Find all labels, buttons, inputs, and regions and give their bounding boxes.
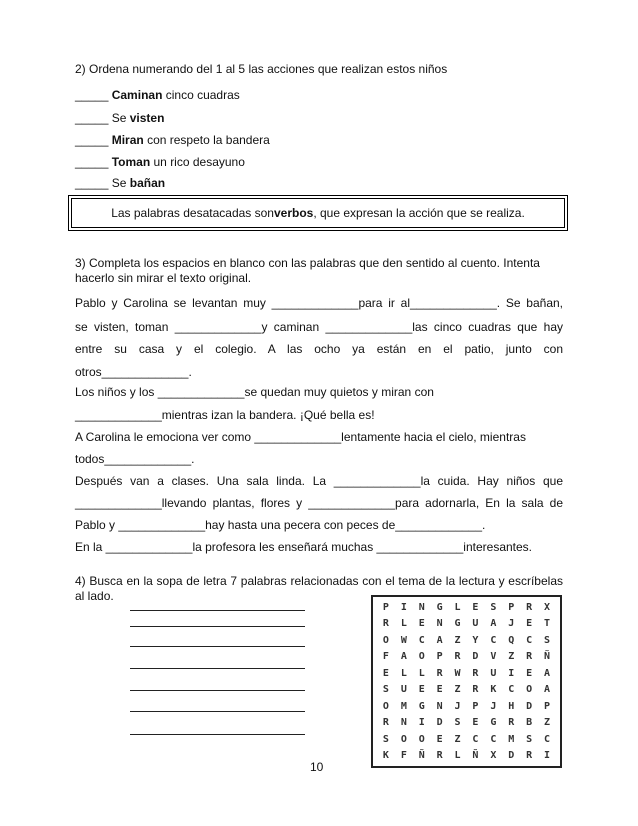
grid-letter[interactable]: L xyxy=(400,667,407,679)
grid-letter[interactable]: S xyxy=(490,601,497,613)
grid-letter[interactable]: A xyxy=(436,634,443,646)
grid-letter[interactable]: Y xyxy=(472,634,479,646)
grid-letter[interactable]: R xyxy=(508,717,515,729)
grid-letter[interactable]: R xyxy=(472,684,479,696)
grid-letter[interactable]: J xyxy=(508,618,515,630)
grid-letter[interactable]: U xyxy=(472,618,479,630)
grid-letter[interactable]: I xyxy=(508,667,515,679)
answer-line[interactable] xyxy=(130,610,305,611)
section-3-title: 3) Completa los espacios en blanco con las palabras que den sentido al cuento. Intenta hacerlo sin mirar el texto original. xyxy=(75,256,540,285)
ordering-item xyxy=(75,111,164,125)
ordering-item xyxy=(75,176,165,190)
grid-letter[interactable]: J xyxy=(490,700,497,712)
grid-letter[interactable]: E xyxy=(472,601,479,613)
ordering-verb: visten xyxy=(129,111,165,125)
grid-letter[interactable]: N xyxy=(436,700,443,712)
grid-letter[interactable]: I xyxy=(418,717,425,729)
grid-letter[interactable]: F xyxy=(400,750,407,762)
grid-letter[interactable]: D xyxy=(472,651,479,663)
grid-letter[interactable]: C xyxy=(472,733,479,745)
section-2-title: 2) Ordena numerando del 1 al 5 las acciones que realizan estos niños xyxy=(75,62,448,76)
ordering-blank[interactable]: _____ xyxy=(75,88,109,102)
story-line: En la _____________la profesora les enseñará muchas _____________interesantes. xyxy=(75,540,533,554)
story-line: Después van a clases. Una sala linda. La _____________la cuida. Hay niños que xyxy=(75,474,563,488)
ordering-post: con respeto la bandera xyxy=(143,133,270,147)
grid-letter[interactable]: M xyxy=(400,700,407,712)
grid-letter[interactable]: P xyxy=(544,700,551,712)
grid-letter[interactable]: U xyxy=(490,667,497,679)
grid-letter[interactable]: D xyxy=(508,750,515,762)
grid-letter[interactable]: H xyxy=(508,700,515,712)
ordering-blank[interactable]: _____ xyxy=(75,155,109,169)
grid-letter[interactable]: L xyxy=(400,618,407,630)
grid-letter[interactable]: J xyxy=(454,700,461,712)
grid-letter[interactable]: O xyxy=(526,684,533,696)
grid-letter[interactable]: N xyxy=(418,601,425,613)
grid-letter[interactable]: D xyxy=(526,700,533,712)
ordering-post: un rico desayuno xyxy=(150,155,245,169)
section-4-title: 4) Busca en la sopa de letra 7 palabras relacionadas con el tema de la lectura y escríbelas al lado. xyxy=(75,574,563,603)
story-line: Pablo y _____________hay hasta una pecera con peces de_____________. xyxy=(75,518,486,532)
grid-letter[interactable]: R xyxy=(382,717,389,729)
grid-letter[interactable]: C xyxy=(490,733,497,745)
grid-letter[interactable]: C xyxy=(544,733,551,745)
grid-letter[interactable]: E xyxy=(418,684,425,696)
grid-letter[interactable]: N xyxy=(436,618,443,630)
ordering-pre: Se xyxy=(111,176,130,190)
story-line: todos_____________. xyxy=(75,452,195,466)
grid-letter[interactable]: R xyxy=(454,651,461,663)
ordering-item xyxy=(75,133,270,147)
grid-letter[interactable]: Q xyxy=(508,634,515,646)
grid-letter[interactable]: G xyxy=(436,601,443,613)
story-line: _____________mientras izan la bandera. ¡Qué bella es! xyxy=(75,408,375,422)
grid-letter[interactable]: P xyxy=(382,601,389,613)
grid-letter[interactable]: C xyxy=(490,634,497,646)
grid-letter[interactable]: V xyxy=(490,651,497,663)
ordering-blank[interactable]: _____ xyxy=(75,133,109,147)
answer-line[interactable] xyxy=(130,668,305,669)
grid-letter[interactable]: A xyxy=(400,651,407,663)
grid-letter[interactable]: S xyxy=(526,733,533,745)
grid-letter[interactable]: Z xyxy=(544,717,551,729)
grid-letter[interactable]: Z xyxy=(454,684,461,696)
word-search-puzzle xyxy=(371,595,562,768)
ordering-verb: Toman xyxy=(111,155,151,169)
grid-letter[interactable]: A xyxy=(490,618,497,630)
grid-letter[interactable]: E xyxy=(436,733,443,745)
grid-letter[interactable]: I xyxy=(544,750,551,762)
grid-letter[interactable]: X xyxy=(490,750,497,762)
grid-letter[interactable]: C xyxy=(418,634,425,646)
page-number: 10 xyxy=(310,760,324,774)
story-line: otros_____________. xyxy=(75,365,192,379)
grid-letter[interactable]: E xyxy=(436,684,443,696)
answer-line[interactable] xyxy=(130,711,305,712)
answer-line[interactable] xyxy=(130,626,305,627)
grid-letter[interactable]: Ñ xyxy=(472,750,479,762)
grid-letter[interactable]: A xyxy=(544,667,551,679)
grid-letter[interactable]: E xyxy=(526,667,533,679)
grid-letter[interactable]: W xyxy=(400,634,407,646)
grid-letter[interactable]: O xyxy=(400,733,407,745)
grid-letter[interactable]: K xyxy=(382,750,389,762)
grid-letter[interactable]: E xyxy=(472,717,479,729)
grid-letter[interactable]: R xyxy=(526,651,533,663)
grid-letter[interactable]: P xyxy=(436,651,443,663)
ordering-verb: Miran xyxy=(111,133,144,147)
grid-letter[interactable]: S xyxy=(544,634,551,646)
grid-letter[interactable]: P xyxy=(472,700,479,712)
answer-line[interactable] xyxy=(130,734,305,735)
grid-letter[interactable]: S xyxy=(382,733,389,745)
verbs-note-pre: Las palabras desatacadas son xyxy=(111,206,274,220)
story-line: _____________llevando plantas, flores y _____________para adornarla, En la sala de xyxy=(75,496,563,510)
story-line: Pablo y Carolina se levantan muy _____________para ir al_____________. Se bañan, xyxy=(75,296,563,310)
ordering-blank[interactable]: _____ xyxy=(75,111,109,125)
story-line: A Carolina le emociona ver como _____________lentamente hacia el cielo, mientras xyxy=(75,430,526,444)
grid-letter[interactable]: M xyxy=(508,733,515,745)
grid-letter[interactable]: R xyxy=(526,601,533,613)
grid-letter[interactable]: C xyxy=(508,684,515,696)
grid-letter[interactable]: R xyxy=(436,750,443,762)
grid-letter[interactable]: T xyxy=(544,618,551,630)
grid-letter[interactable]: L xyxy=(418,667,425,679)
grid-letter[interactable]: Z xyxy=(454,733,461,745)
grid-letter[interactable]: I xyxy=(400,601,407,613)
ordering-verb: bañan xyxy=(129,176,166,190)
word-search-grid xyxy=(377,599,556,764)
grid-letter[interactable]: S xyxy=(382,684,389,696)
grid-letter[interactable]: X xyxy=(544,601,551,613)
grid-letter[interactable]: R xyxy=(472,667,479,679)
grid-letter[interactable]: L xyxy=(454,750,461,762)
grid-letter[interactable]: O xyxy=(382,634,389,646)
grid-letter[interactable]: R xyxy=(382,618,389,630)
grid-letter[interactable]: E xyxy=(382,667,389,679)
ordering-post: cinco cuadras xyxy=(162,88,240,102)
grid-letter[interactable]: U xyxy=(400,684,407,696)
grid-letter[interactable]: K xyxy=(490,684,497,696)
grid-letter[interactable]: Ñ xyxy=(544,651,551,663)
grid-letter[interactable]: P xyxy=(508,601,515,613)
grid-letter[interactable]: O xyxy=(418,651,425,663)
grid-letter[interactable]: F xyxy=(382,651,389,663)
verbs-note-box xyxy=(68,195,568,231)
grid-letter[interactable]: A xyxy=(544,684,551,696)
grid-letter[interactable]: N xyxy=(400,717,407,729)
story-line: entre su casa y el colegio. A las ocho ya están en el patio, junto con xyxy=(75,342,563,356)
grid-letter[interactable]: Z xyxy=(508,651,515,663)
ordering-item xyxy=(75,155,245,169)
grid-letter[interactable]: G xyxy=(418,700,425,712)
verbs-note-bold: verbos xyxy=(273,206,314,220)
grid-letter[interactable]: G xyxy=(490,717,497,729)
grid-letter[interactable]: G xyxy=(454,618,461,630)
grid-letter[interactable]: R xyxy=(526,750,533,762)
grid-letter[interactable]: R xyxy=(436,667,443,679)
grid-letter[interactable]: E xyxy=(418,618,425,630)
grid-letter[interactable]: O xyxy=(382,700,389,712)
ordering-pre: Se xyxy=(111,111,130,125)
grid-letter[interactable]: L xyxy=(454,601,461,613)
grid-letter[interactable]: C xyxy=(526,634,533,646)
grid-letter[interactable]: Z xyxy=(454,634,461,646)
grid-letter[interactable]: B xyxy=(526,717,533,729)
answer-line[interactable] xyxy=(130,646,305,647)
grid-letter[interactable]: S xyxy=(454,717,461,729)
story-line: Los niños y los _____________se quedan muy quietos y miran con xyxy=(75,385,434,399)
grid-letter[interactable]: O xyxy=(418,733,425,745)
ordering-item xyxy=(75,88,240,102)
verbs-note xyxy=(71,198,565,228)
grid-letter[interactable]: Ñ xyxy=(418,750,425,762)
ordering-blank[interactable]: _____ xyxy=(75,176,109,190)
grid-letter[interactable]: E xyxy=(526,618,533,630)
verbs-note-post: , que expresan la acción que se realiza. xyxy=(313,206,525,220)
grid-letter[interactable]: W xyxy=(454,667,461,679)
answer-line[interactable] xyxy=(130,690,305,691)
grid-letter[interactable]: D xyxy=(436,717,443,729)
ordering-verb: Caminan xyxy=(111,88,163,102)
story-line: se visten, toman _____________y caminan _____________las cinco cuadras que hay xyxy=(75,320,563,334)
